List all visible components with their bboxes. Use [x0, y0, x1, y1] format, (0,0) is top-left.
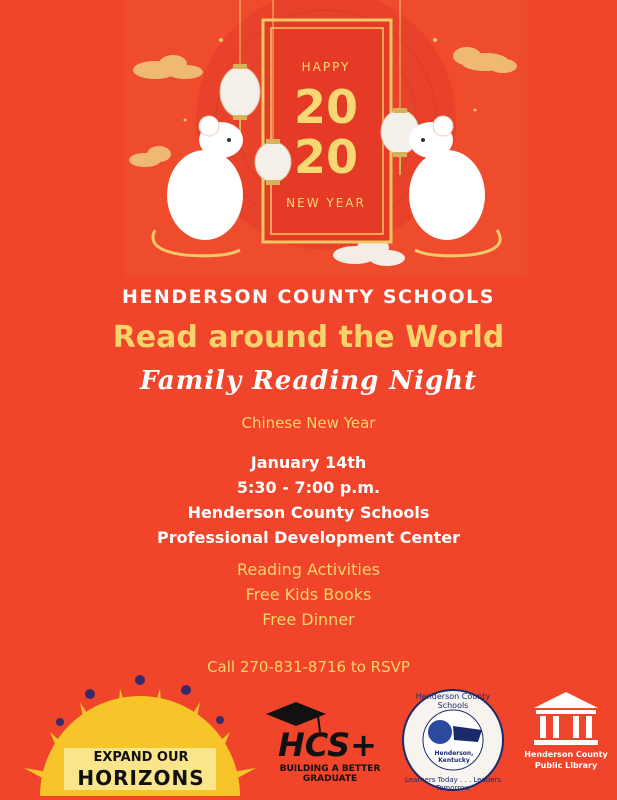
venue-line-1: Henderson County Schools [187, 503, 430, 522]
globe-icon [428, 720, 452, 744]
year-top: 20 [293, 80, 358, 134]
logo-text-top: EXPAND OUR [93, 750, 189, 765]
hcs-tagline: BUILDING A BETTER GRADUATE [279, 764, 381, 784]
happy-label: HAPPY [301, 60, 351, 74]
seal-bottom-text: Learners Today . . . Leaders Tomorrow [404, 776, 502, 792]
event-date: January 14th [250, 453, 367, 472]
logo-text-bottom: HORIZONS [77, 766, 205, 790]
library-name-2: Public Library [534, 761, 598, 770]
library-name-1: Henderson County [524, 750, 608, 759]
district-name: HENDERSON COUNTY SCHOOLS [122, 286, 495, 308]
event-subtitle: Family Reading Night [139, 366, 478, 396]
activity-item: Free Kids Books [245, 585, 372, 604]
hcs-mark: HCS+ [278, 726, 377, 764]
library-building-icon [520, 688, 612, 748]
activity-item: Free Dinner [262, 610, 355, 629]
event-time: 5:30 - 7:00 p.m. [236, 478, 381, 497]
year-bottom: 20 [293, 130, 358, 184]
activity-item: Reading Activities [236, 560, 381, 579]
district-seal [398, 686, 508, 794]
event-title: Read around the World [112, 320, 505, 355]
hero-banner [125, 0, 527, 277]
venue-line-2: Professional Development Center [156, 528, 461, 547]
hcs-logo [262, 696, 392, 784]
expand-our-horizons-logo [20, 672, 260, 796]
library-logo [520, 688, 612, 778]
seal-center-text: Henderson, Kentucky [434, 750, 474, 764]
seal-top-text: Henderson County Schools [415, 692, 491, 710]
new-year-label: NEW YEAR [286, 196, 366, 210]
event-occasion: Chinese New Year [241, 414, 376, 432]
rsvp-line: Call 270-831-8716 to RSVP [207, 658, 410, 676]
graduation-cap-icon [266, 702, 326, 726]
